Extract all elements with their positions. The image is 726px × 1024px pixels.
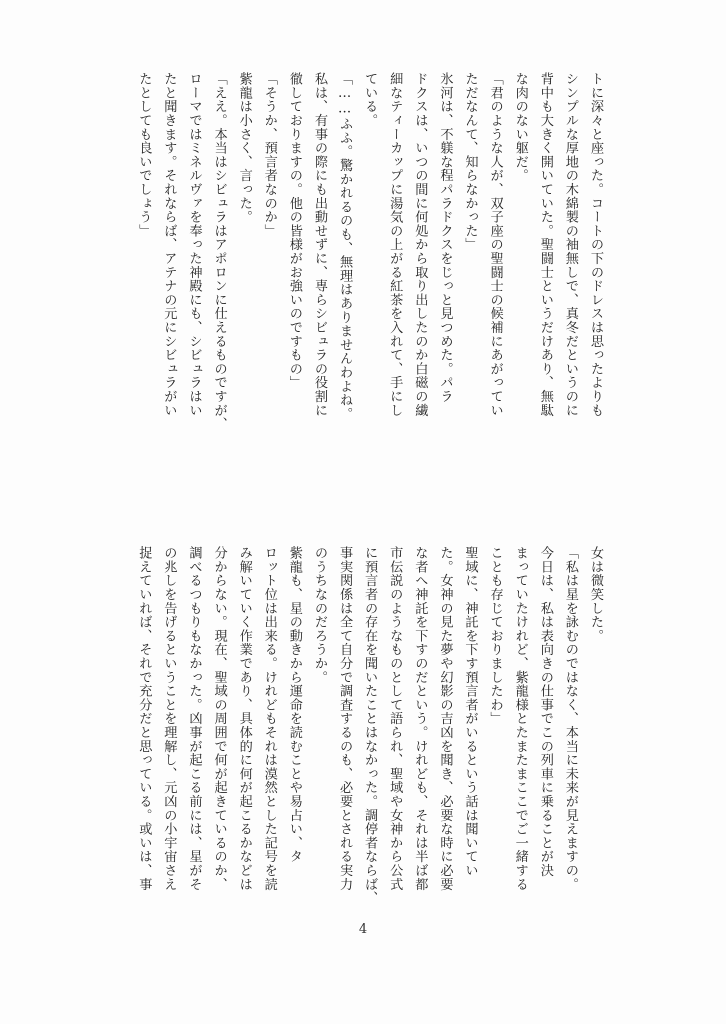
text-column: たと聞きます。それならば、アテナの元にシビュラがい xyxy=(161,72,177,417)
text-column: に預言者の存在を聞いたことはなかった。調停者ならば、 xyxy=(362,546,378,905)
text-column: 「……ふふ。驚かれるのも、無理はありませんわよね。 xyxy=(337,72,353,421)
text-column: トに深々と座った。コートの下のドレスは思ったよりも xyxy=(588,72,603,417)
text-column: 氷河は、不躾な程パラドクスをじっと見つめた。パラ xyxy=(437,72,453,404)
text-column: 紫龍は小さく、言った。 xyxy=(236,72,252,224)
text-column: み解いていく作業であり、具体的に何が起こるかなどは xyxy=(236,546,252,891)
text-column: 「ええ。本当はシビュラはアポロンに仕えるものですが、 xyxy=(211,72,227,431)
text-column: 背中も大きく開いていた。聖闘士というだけあり、無駄 xyxy=(537,72,553,417)
text-column: 事実関係は全て自分で調査するのも、必要とされる実力 xyxy=(337,546,353,891)
text-column: まっていたけれど、紫龍様とたまたまここでご一緒する xyxy=(512,546,528,891)
text-column: な肉のない躯だ。 xyxy=(512,72,528,183)
text-column: 捉えていれば、それで充分だと思っている。或いは、事 xyxy=(136,546,152,891)
text-column: 「君のような人が、双子座の聖闘士の候補にあがってい xyxy=(487,72,503,417)
text-column: 「私は星を詠むのではなく、本当に未来が見えますの。 xyxy=(562,546,578,891)
text-column: ドクスは、いつの間に何処から取り出したのか白磁の繊 xyxy=(412,72,428,417)
text-column: 紫龍も、星の動きから運命を読むことや易占い、タ xyxy=(286,546,302,864)
text-column: 「そうか、預言者なのか」 xyxy=(261,72,277,238)
text-column: の兆しを告げるということを理解し、元凶の小宇宙さえ xyxy=(161,546,177,891)
text-column: 聖域に、神託を下す預言者がいるという話は聞いてい xyxy=(462,546,478,878)
text-column: 私は、有事の際にも出動せずに、専らシビュラの役割に xyxy=(311,72,327,417)
text-column: 分からない。現在、聖域の周囲で何が起きているのか、 xyxy=(211,546,227,891)
text-column: たとしても良いでしょう」 xyxy=(136,72,152,238)
text-column: ローマではミネルヴァを奉った神殿にも、シビュラはい xyxy=(186,72,202,417)
text-column: 市伝説のようなものとして語られ、聖域や女神から公式 xyxy=(387,546,403,891)
text-column: 今日は、私は表向きの仕事でこの列車に乗ることが決 xyxy=(537,546,553,878)
text-column: 徹しておりますの。他の皆様がお強いのですもの」 xyxy=(286,72,302,390)
page-number: 4 xyxy=(358,922,368,937)
text-column: ことも存じておりましたわ」 xyxy=(487,546,503,726)
upper-text-block xyxy=(131,72,608,517)
text-column: ている。 xyxy=(362,72,378,128)
text-column: ただなんて、知らなかった」 xyxy=(462,72,478,252)
text-column: 女は微笑した。 xyxy=(588,546,603,643)
text-column: ロット位は出来る。けれどもそれは漠然とした記号を読 xyxy=(261,546,277,891)
text-column: 調べるつもりもなかった。凶事が起こる前には、星がそ xyxy=(186,546,202,891)
text-column: のうちなのだろうか。 xyxy=(311,546,327,684)
text-column: 細なティーカップに湯気の上がる紅茶を入れて、手にし xyxy=(387,72,403,417)
text-column: な者へ神託を下すのだという。けれども、それは半ば都 xyxy=(412,546,428,891)
text-column: た。女神の見た夢や幻影の吉凶を聞き、必要な時に必要 xyxy=(437,546,453,891)
text-column: シンプルな厚地の木綿製の袖無しで、真冬だというのに xyxy=(562,72,578,417)
